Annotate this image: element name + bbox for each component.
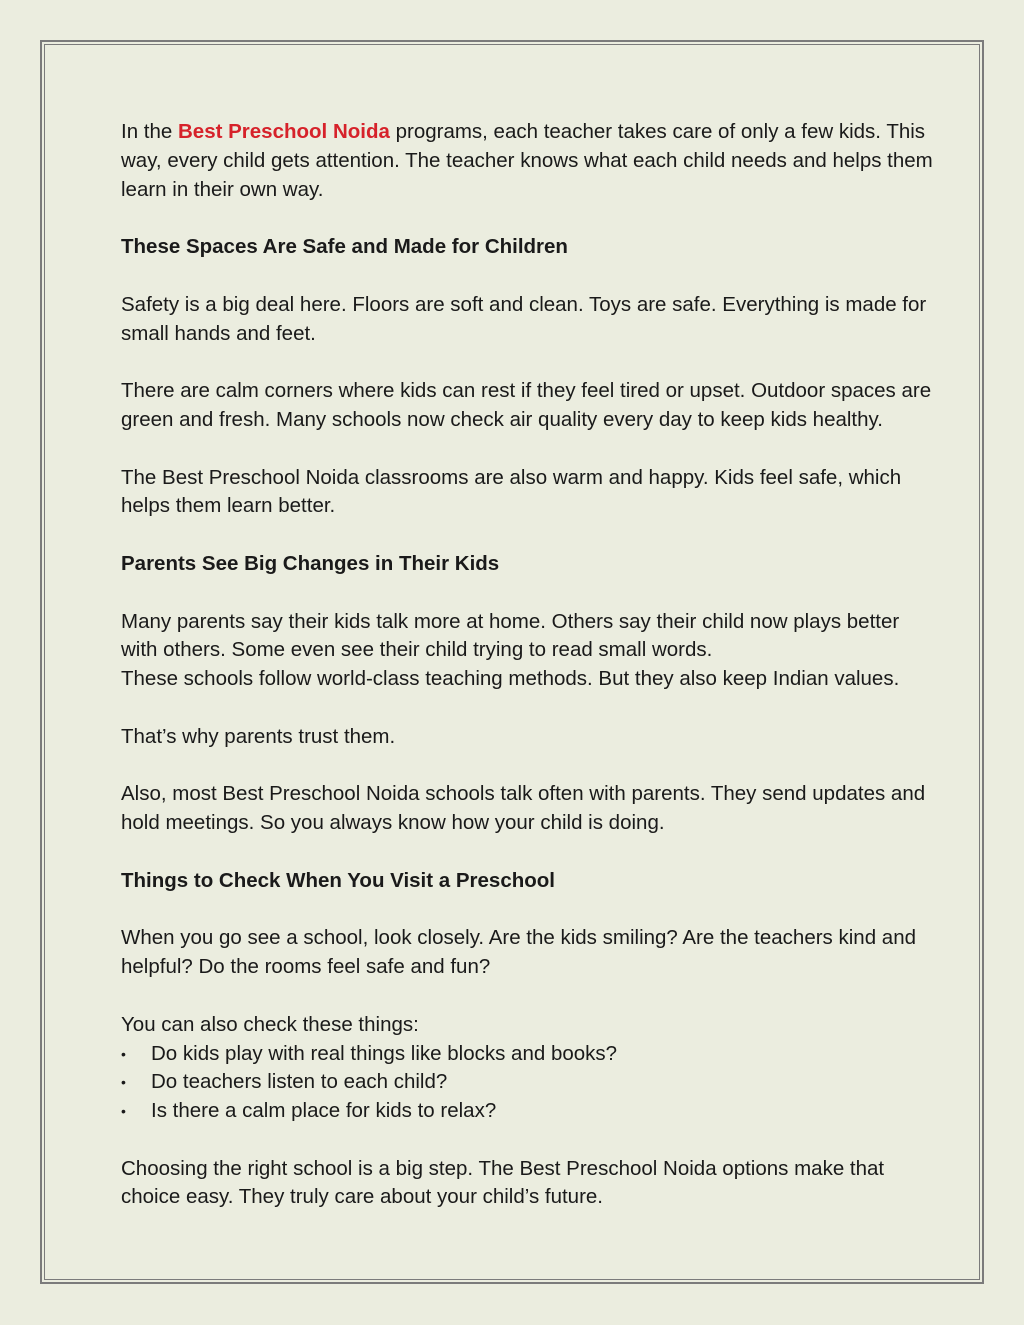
- intro-text-after: programs, each teacher takes care of only a few kids. This way, every child gets attention. The teacher knows what each child needs and helps them learn in their own way.: [121, 120, 933, 201]
- bullet-icon: •: [121, 1103, 126, 1120]
- heading-safe-spaces: These Spaces Are Safe and Made for Children: [121, 235, 568, 259]
- list-item: [121, 1068, 941, 1097]
- safe-paragraph-3: The Best Preschool Noida classrooms are also warm and happy. Kids feel safe, which helps them learn better.: [121, 465, 902, 518]
- safe-paragraph-1: Safety is a big deal here. Floors are soft and clean. Toys are safe. Everything is made for small hands and feet.: [121, 292, 927, 345]
- document-body: [121, 118, 941, 1241]
- visit-paragraph-1: When you go see a school, look closely. Are the kids smiling? Are the teachers kind and helpful? Do the rooms feel safe and fun?: [121, 926, 917, 979]
- list-item-text: Do kids play with real things like blocks and books?: [151, 1041, 618, 1065]
- safe-paragraph-2: There are calm corners where kids can rest if they feel tired or upset. Outdoor spaces are green and fresh. Many schools now check air quality every day to keep kids healthy.: [121, 379, 932, 431]
- closing-paragraph: Choosing the right school is a big step. The Best Preschool Noida options make that choice easy. They truly care about your child’s future.: [121, 1156, 885, 1209]
- list-item: [121, 1040, 941, 1069]
- list-item-text: Do teachers listen to each child?: [151, 1070, 448, 1094]
- changes-paragraph-2: These schools follow world-class teaching methods. But they also keep Indian values.: [121, 667, 900, 691]
- heading-parents-changes: Parents See Big Changes in Their Kids: [121, 551, 500, 575]
- intro-text-before: In the: [121, 120, 178, 143]
- intro-paragraph: [121, 118, 941, 204]
- bullet-icon: •: [121, 1045, 126, 1062]
- list-item: [121, 1097, 941, 1126]
- changes-paragraph-4: Also, most Best Preschool Noida schools talk often with parents. They send updates and hold meetings. So you always know how your child is doing.: [121, 782, 926, 835]
- heading-visit-checklist: Things to Check When You Visit a Preschool: [121, 868, 555, 892]
- list-item-text: Is there a calm place for kids to relax?: [151, 1099, 497, 1123]
- bullet-icon: •: [121, 1074, 126, 1091]
- visit-paragraph-2: You can also check these things:: [121, 1012, 419, 1036]
- changes-paragraph-3: That’s why parents trust them.: [121, 724, 396, 748]
- intro-highlight-link[interactable]: Best Preschool Noida: [178, 120, 390, 143]
- changes-paragraph-1: Many parents say their kids talk more at home. Others say their child now plays better with others. Some even see their child trying to read small words.: [121, 609, 900, 662]
- checklist: [121, 1040, 941, 1126]
